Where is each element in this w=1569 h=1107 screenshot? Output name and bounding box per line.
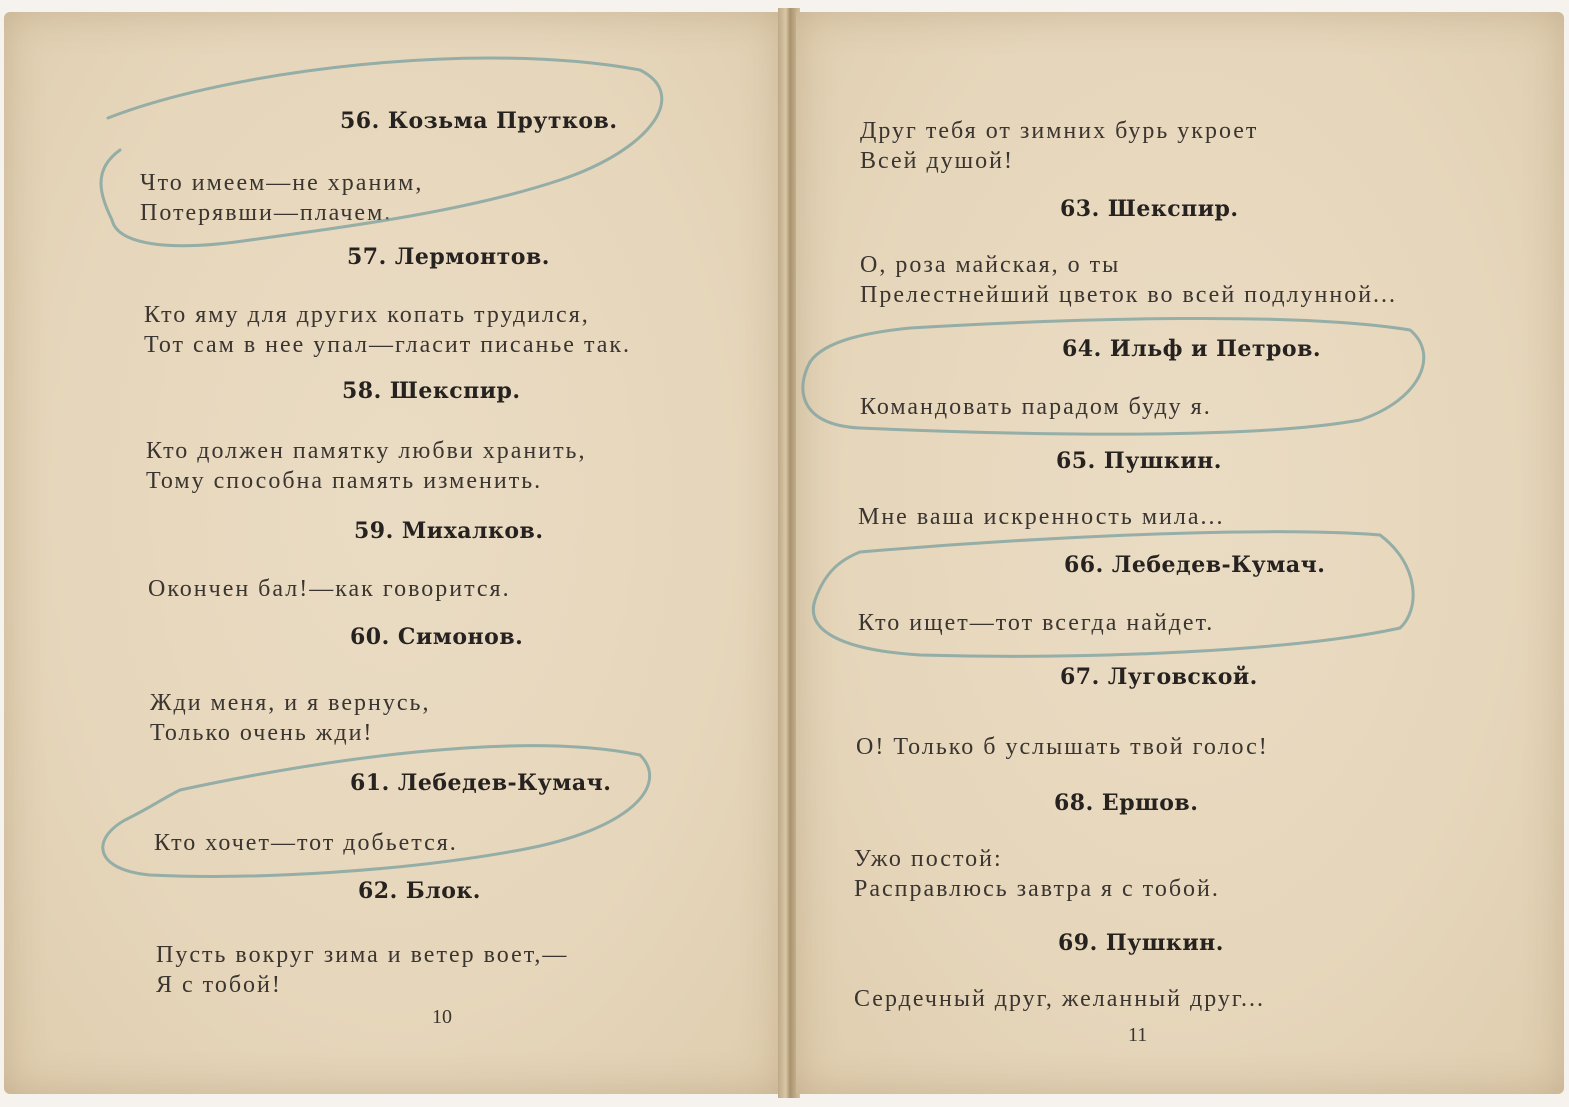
entry-heading: 58. Шекспир. (342, 378, 521, 404)
entry-heading: 69. Пушкин. (1058, 930, 1224, 956)
continuation-line: Всей душой! (860, 148, 1014, 174)
entry-heading: 59. Михалков. (354, 518, 544, 544)
entry-line: Кто яму для других копать трудился, (144, 302, 590, 328)
entry-line: Окончен бал!—как говорится. (148, 576, 511, 602)
entry-heading: 68. Ершов. (1054, 790, 1199, 816)
entry-line: Кто ищет—тот всегда найдет. (858, 610, 1215, 636)
entry-line: Расправлюсь завтра я с тобой. (854, 876, 1220, 902)
entry-line: Я с тобой! (156, 972, 282, 998)
entry-heading: 56. Козьма Прутков. (340, 108, 618, 134)
continuation-line: Друг тебя от зимних бурь укроет (860, 118, 1259, 144)
entry-line: Тот сам в нее упал—гласит писанье так. (144, 332, 632, 358)
entry-heading: 57. Лермонтов. (347, 244, 550, 270)
entry-heading: 65. Пушкин. (1056, 448, 1222, 474)
entry-line: Сердечный друг, желанный друг... (854, 986, 1266, 1012)
entry-line: Жди меня, и я вернусь, (150, 690, 431, 716)
entry-line: Командовать парадом буду я. (860, 394, 1212, 420)
entry-line: Мне ваша искренность мила... (858, 504, 1225, 530)
entry-line: О! Только б услышать твой голос! (856, 734, 1269, 760)
entry-line: Только очень жди! (150, 720, 374, 746)
entry-line: Тому способна память изменить. (146, 468, 543, 494)
entry-line: Что имеем—не храним, (140, 170, 424, 196)
entry-line: Пусть вокруг зима и ветер воет,— (156, 942, 569, 968)
entry-heading: 63. Шекспир. (1060, 196, 1239, 222)
right-page (796, 12, 1564, 1094)
entry-heading: 61. Лебедев-Кумач. (350, 770, 612, 796)
entry-heading: 62. Блок. (358, 878, 481, 904)
page-number: 10 (432, 1006, 452, 1028)
left-page (4, 12, 782, 1094)
entry-heading: 67. Луговской. (1060, 664, 1258, 690)
entry-heading: 60. Симонов. (350, 624, 524, 650)
entry-line: Прелестнейший цветок во всей подлунной... (860, 282, 1398, 308)
entry-line: Ужо постой: (854, 846, 1003, 872)
entry-line: Кто хочет—тот добьется. (154, 830, 458, 856)
entry-heading: 66. Лебедев-Кумач. (1064, 552, 1326, 578)
entry-line: Кто должен памятку любви хранить, (146, 438, 587, 464)
page-number: 11 (1128, 1024, 1148, 1046)
entry-line: Потерявши—плачем. (140, 200, 393, 226)
entry-line: О, роза майская, о ты (860, 252, 1121, 278)
entry-heading: 64. Ильф и Петров. (1062, 336, 1322, 362)
